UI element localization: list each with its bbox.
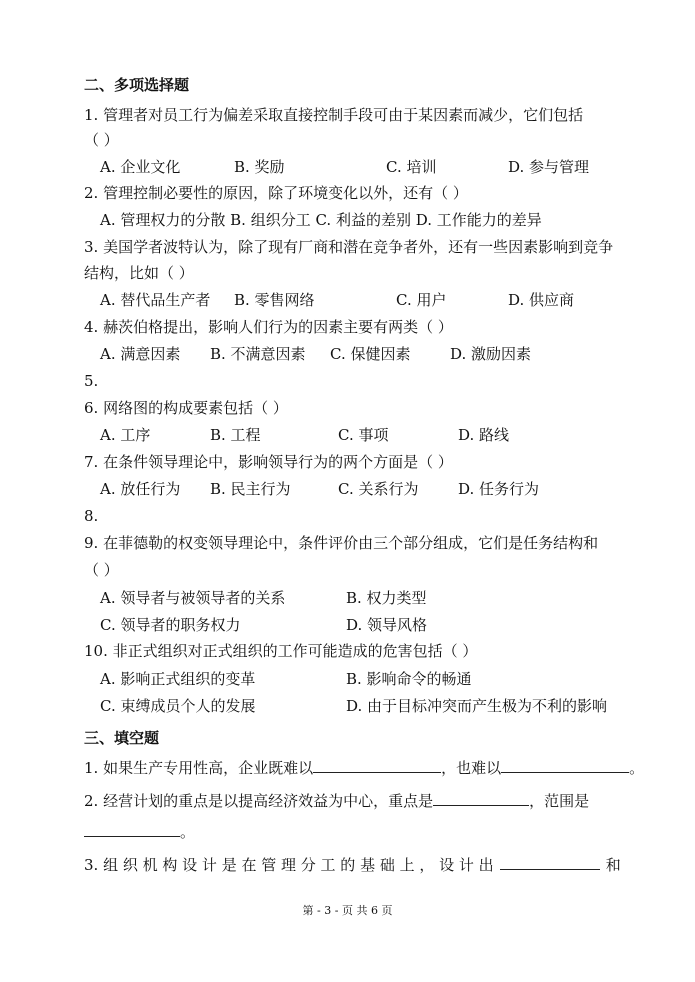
question-2-options: A. 管理权力的分散 B. 组织分工 C. 利益的差别 D. 工作能力的差异 [100, 211, 542, 229]
question-9-option-b: B. 权力类型 [346, 589, 427, 607]
question-4-option-a: A. 满意因素 [100, 345, 181, 363]
fill-1-text-c: 。 [629, 759, 645, 777]
question-9-text: 9. 在菲德勒的权变领导理论中，条件评价由三个部分组成，它们是任务结构和 [84, 534, 599, 552]
question-3-text-cont: 结构，比如（ ） [84, 264, 194, 282]
question-6-text: 6. 网络图的构成要素包括（ ） [84, 399, 288, 417]
section-title-fill-in: 三、填空题 [84, 729, 160, 747]
fill-2-blank-1[interactable] [433, 791, 529, 806]
fill-3-blank-1[interactable] [500, 855, 600, 870]
question-1-option-b: B. 奖励 [234, 158, 285, 176]
question-1-paren: （ ） [84, 131, 119, 149]
fill-1-text-a: 1. 如果生产专用性高，企业既难以 [84, 759, 314, 777]
question-7-option-c: C. 关系行为 [338, 480, 419, 498]
fill-3 [84, 855, 621, 875]
question-9-option-d: D. 领导风格 [346, 616, 428, 634]
question-6-option-c: C. 事项 [338, 426, 389, 444]
fill-3-text-a: 3. 组 织 机 构 设 计 是 在 管 理 分 工 的 基 础 上 ， 设 计 出 [84, 856, 494, 874]
question-7-option-d: D. 任务行为 [458, 480, 540, 498]
question-3-option-a: A. 替代品生产者 [100, 291, 211, 309]
question-6-option-b: B. 工程 [210, 426, 261, 444]
question-1-text: 1. 管理者对员工行为偏差采取直接控制手段可由于某因素而减少，它们包括 [84, 106, 584, 124]
fill-2-text-b: ，范围是 [529, 792, 590, 810]
fill-1-blank-1[interactable] [313, 758, 441, 773]
question-6-option-a: A. 工序 [100, 426, 151, 444]
fill-2 [84, 791, 589, 811]
fill-1-text-b: ，也难以 [441, 759, 502, 777]
question-10-option-c: C. 束缚成员个人的发展 [100, 697, 256, 715]
question-2-text: 2. 管理控制必要性的原因，除了环境变化以外，还有（ ） [84, 184, 468, 202]
question-9-option-c: C. 领导者的职务权力 [100, 616, 241, 634]
question-1-option-d: D. 参与管理 [508, 158, 590, 176]
question-8-text: 8. [84, 507, 99, 525]
question-9-option-a: A. 领导者与被领导者的关系 [100, 589, 286, 607]
question-1-option-a: A. 企业文化 [100, 158, 181, 176]
section-title-multiple-choice: 二、多项选择题 [84, 76, 190, 94]
question-3-option-b: B. 零售网络 [234, 291, 315, 309]
fill-2-text-c: 。 [180, 823, 196, 841]
question-1-option-c: C. 培训 [386, 158, 437, 176]
question-4-option-c: C. 保健因素 [330, 345, 411, 363]
fill-1-blank-2[interactable] [501, 758, 629, 773]
question-3-option-c: C. 用户 [396, 291, 447, 309]
page-footer: 第 - 3 - 页 共 6 页 [302, 904, 393, 917]
question-5-text: 5. [84, 372, 99, 390]
question-7-text: 7. 在条件领导理论中，影响领导行为的两个方面是（ ） [84, 453, 453, 471]
question-9-paren: （ ） [84, 561, 119, 579]
question-4-text: 4. 赫茨伯格提出，影响人们行为的因素主要有两类（ ） [84, 318, 453, 336]
fill-2-cont [84, 822, 195, 842]
question-4-option-d: D. 激励因素 [450, 345, 532, 363]
question-7-option-b: B. 民主行为 [210, 480, 291, 498]
fill-3-text-b: 和 [605, 856, 621, 874]
question-6-option-d: D. 路线 [458, 426, 510, 444]
question-10-option-d: D. 由于目标冲突而产生极为不利的影响 [346, 697, 608, 715]
question-7-option-a: A. 放任行为 [100, 480, 181, 498]
question-3-text: 3. 美国学者波特认为，除了现有厂商和潜在竞争者外，还有一些因素影响到竞争 [84, 238, 614, 256]
question-10-option-a: A. 影响正式组织的变革 [100, 670, 256, 688]
fill-2-text-a: 2. 经营计划的重点是以提高经济效益为中心，重点是 [84, 792, 434, 810]
question-4-option-b: B. 不满意因素 [210, 345, 306, 363]
question-3-option-d: D. 供应商 [508, 291, 575, 309]
fill-2-blank-2[interactable] [84, 822, 180, 837]
fill-1 [84, 758, 644, 778]
question-10-text: 10. 非正式组织对正式组织的工作可能造成的危害包括（ ） [84, 642, 478, 660]
question-10-option-b: B. 影响命令的畅通 [346, 670, 472, 688]
